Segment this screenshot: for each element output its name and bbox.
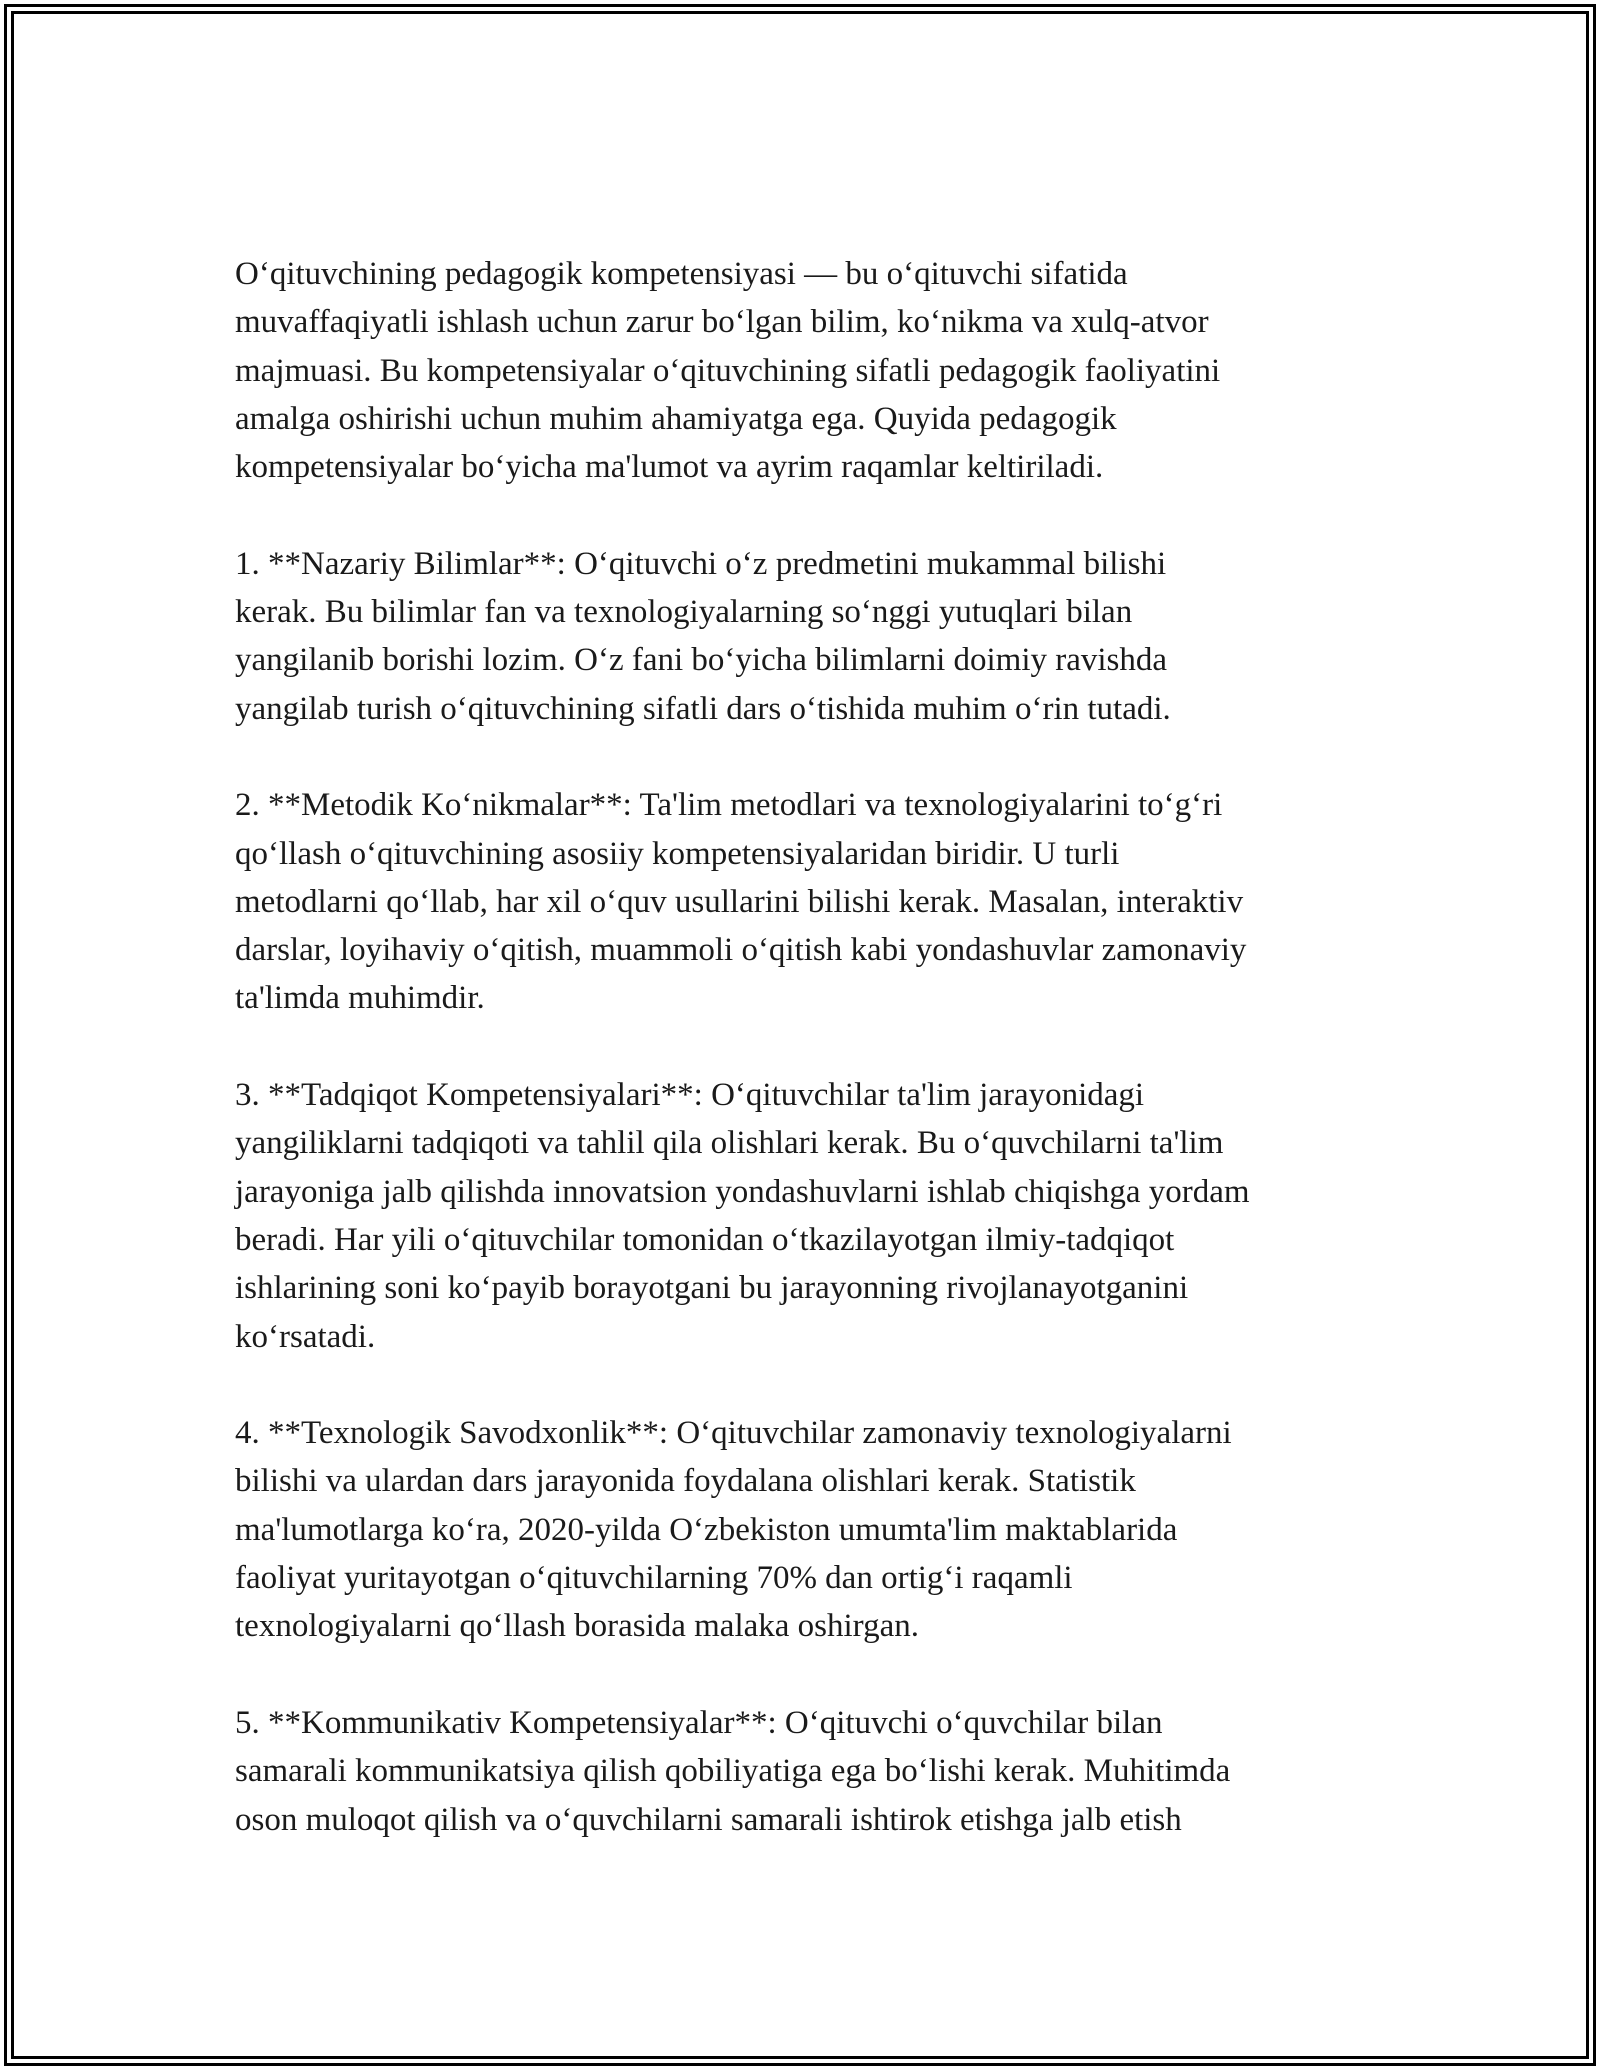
intro-paragraph: O‘qituvchining pedagogik kompetensiyasi — bu o‘qituvchi sifatida muvaffaqiyatli ishlash uchun zarur bo‘lgan bilim, ko‘nikma va xulq-atvor majmuasi. Bu kompetensiyalar o‘qituvchining sifatli pedagogik faoliyatini amalga oshirishi uchun muhim ahamiyatga ega. Quyida pedagogik kompetensiyalar bo‘yicha ma'lumot va ayrim raqamlar keltiriladi. xyxy=(235,256,1221,486)
document-body xyxy=(235,250,1370,1892)
paragraph-texnologik-savodxonlik: 4. **Texnologik Savodxonlik**: O‘qituvchilar zamonaviy texnologiyalarni bilishi va ulardan dars jarayonida foydalana olishlari kerak. Statistik ma'lumotlarga ko‘ra, 2020-yilda O‘zbekiston umumta'lim maktablarida faoliyat yuritayotgan o‘qituvchilarning 70% dan ortig‘i raqamli texnologiyalarni qo‘llash borasida malaka oshirgan. xyxy=(235,1415,1232,1645)
paragraph-kommunikativ-kompetensiyalar: 5. **Kommunikativ Kompetensiyalar**: O‘qituvchi o‘quvchilar bilan samarali kommunikatsiya qilish qobiliyatiga ega bo‘lishi kerak. Muhitimda oson muloqot qilish va o‘quvchilarni samarali ishtirok etishga jalb etish xyxy=(235,1704,1231,1838)
paragraph-nazariy-bilimlar: 1. **Nazariy Bilimlar**: O‘qituvchi o‘z predmetini mukammal bilishi kerak. Bu bilimlar fan va texnologiyalarning so‘nggi yutuqlari bilan yangilanib borishi lozim. O‘z fani bo‘yicha bilimlarni doimiy ravishda yangilab turish o‘qituvchining sifatli dars o‘tishida muhim o‘rin tutadi. xyxy=(235,545,1171,727)
paragraph-metodik-konikmalar: 2. **Metodik Ko‘nikmalar**: Ta'lim metodlari va texnologiyalarini to‘g‘ri qo‘llash o‘qituvchining asosiiy kompetensiyalaridan biridir. U turli metodlarni qo‘llab, har xil o‘quv usullarini bilishi kerak. Masalan, interaktiv darslar, loyihaviy o‘qitish, muammoli o‘qitish kabi yondashuvlar zamonaviy ta'limda muhimdir. xyxy=(235,787,1247,1017)
paragraph-tadqiqot-kompetensiyalari: 3. **Tadqiqot Kompetensiyalari**: O‘qituvchilar ta'lim jarayonidagi yangiliklarni tadqiqoti va tahlil qila olishlari kerak. Bu o‘quvchilarni ta'lim jarayoniga jalb qilishda innovatsion yondashuvlarni ishlab chiqishga yordam beradi. Har yili o‘qituvchilar tomonidan o‘tkazilayotgan ilmiy-tadqiqot ishlarining soni ko‘payib borayotgani bu jarayonning rivojlanayotganini ko‘rsatadi. xyxy=(235,1077,1250,1355)
